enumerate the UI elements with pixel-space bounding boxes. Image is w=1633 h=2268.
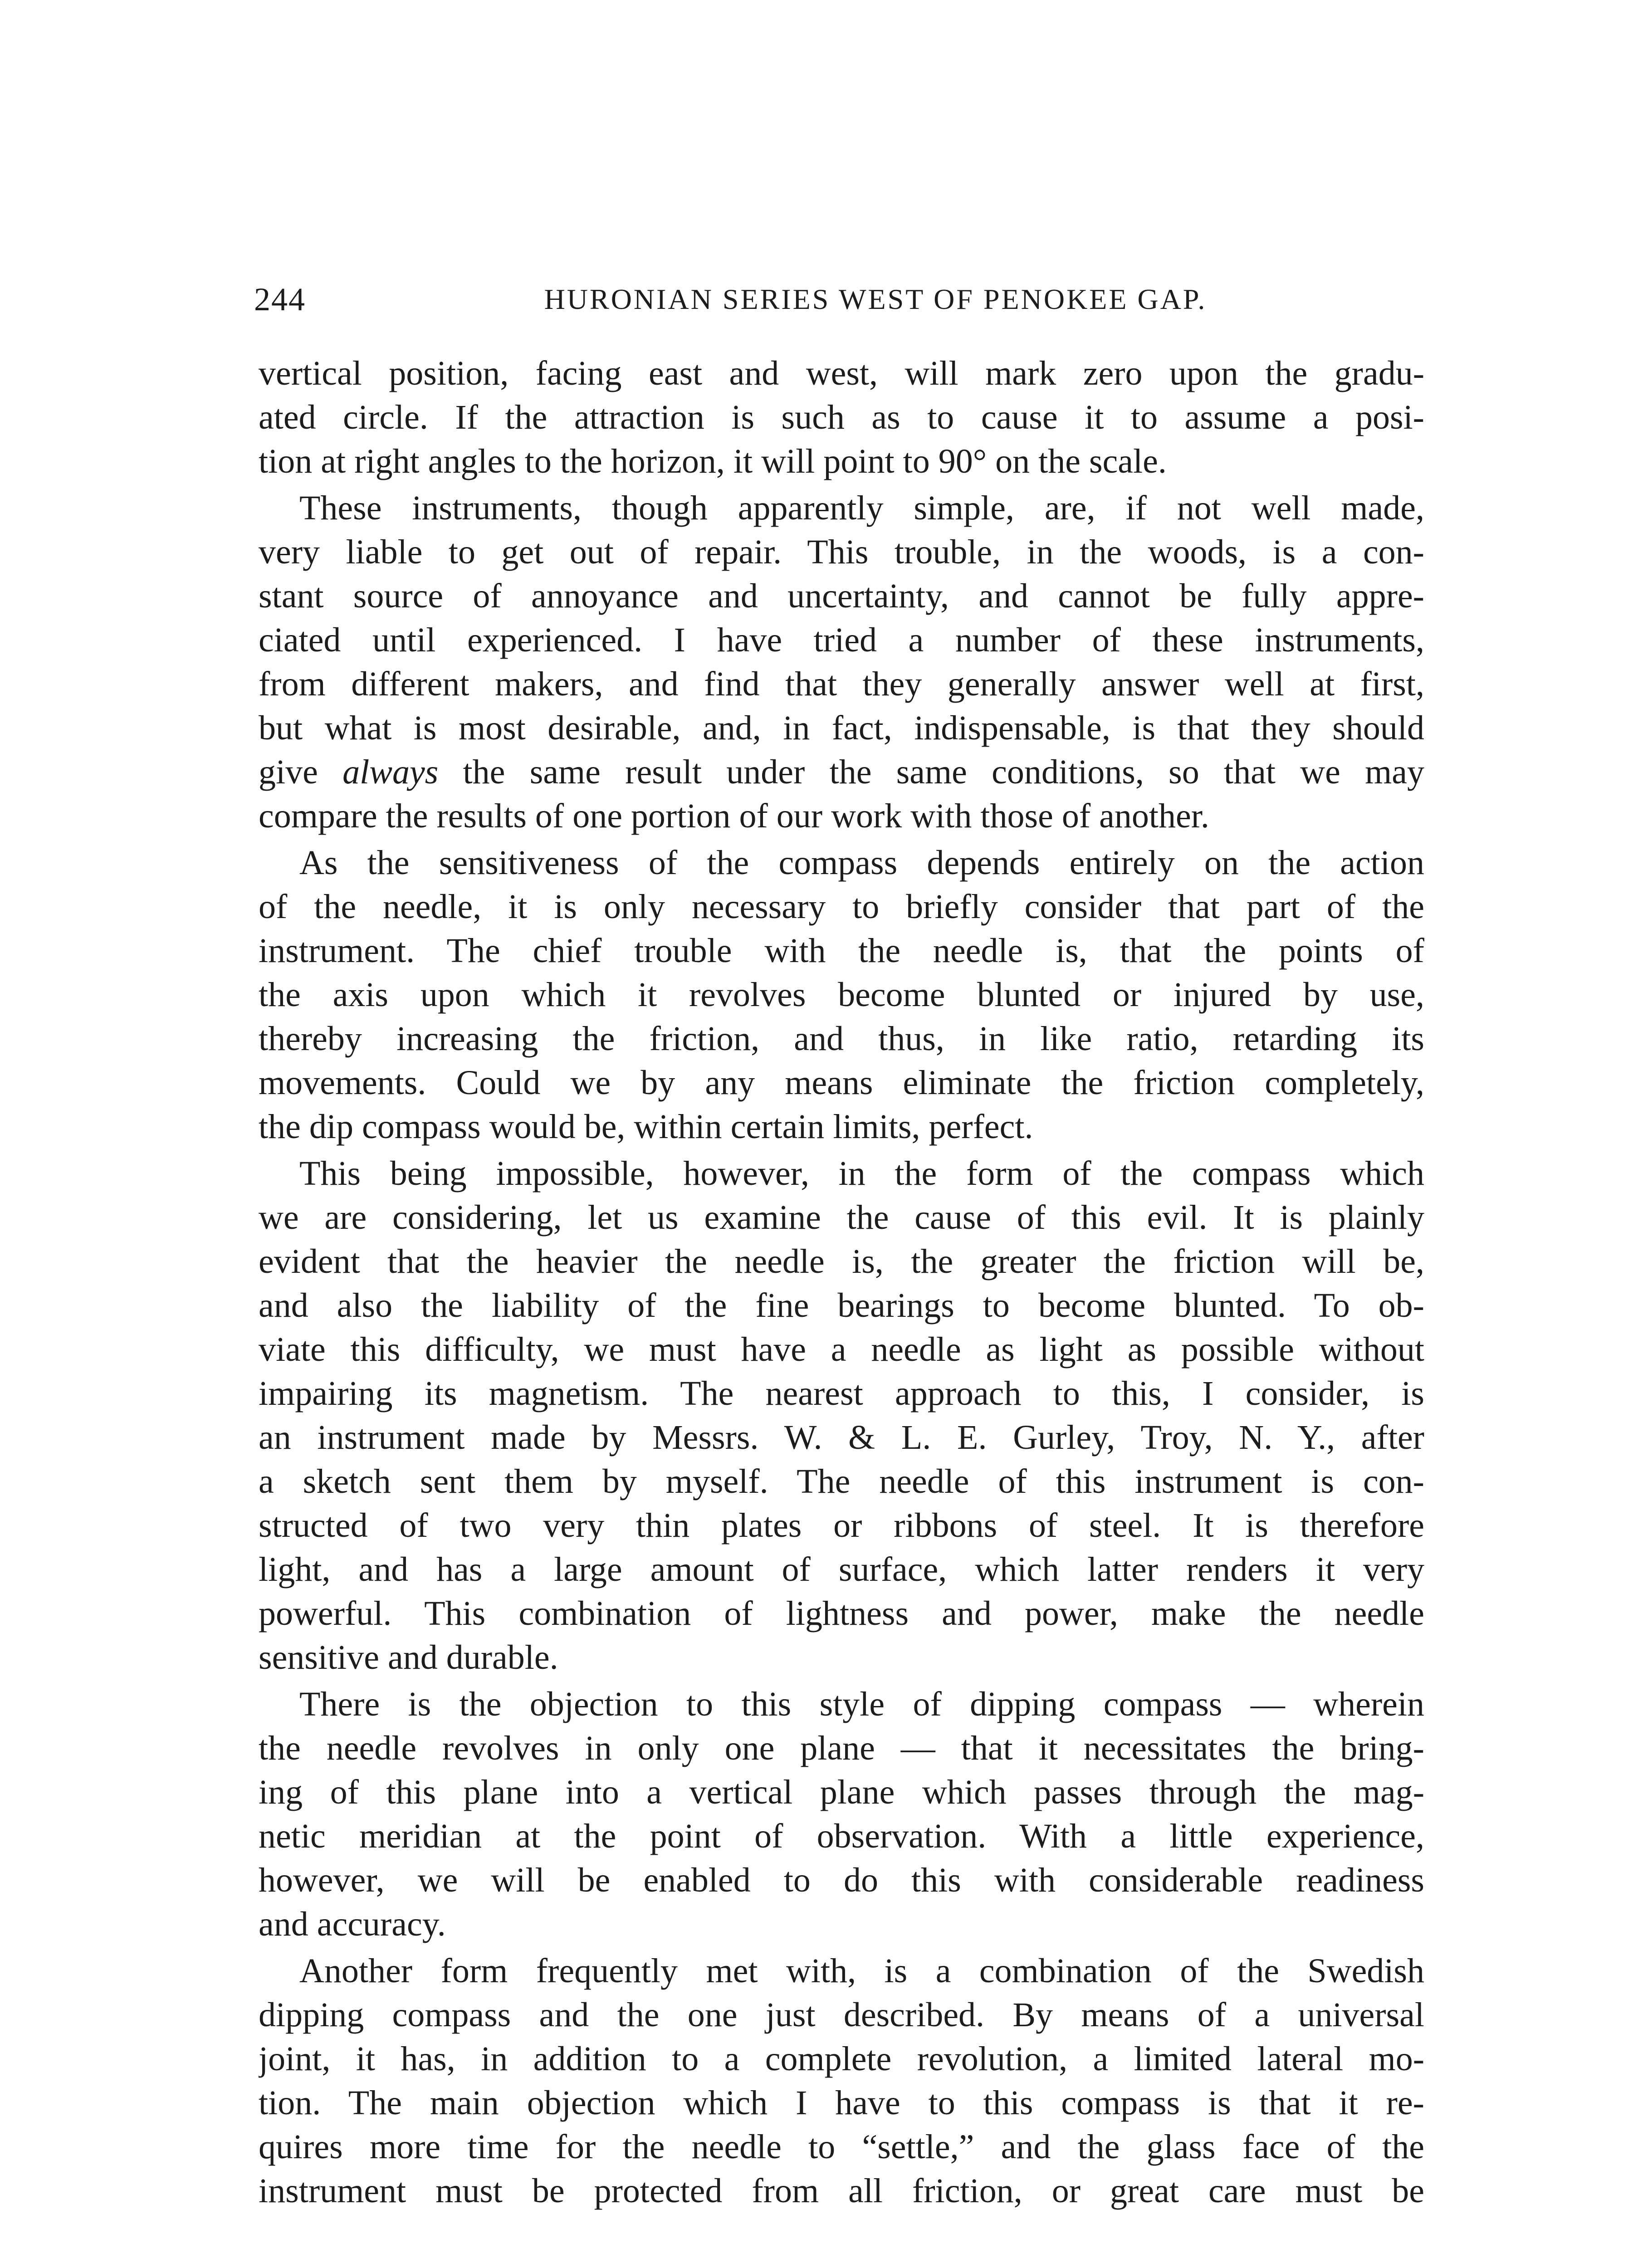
paragraph-1 <box>259 352 1424 484</box>
body-text <box>259 352 1424 2216</box>
text-line: light, and has a large amount of surface, which latter renders it very <box>259 1550 1424 1589</box>
text-line: joint, it has, in addition to a complete revolution, a limited lateral mo- <box>259 2040 1424 2078</box>
text-line: ing of this plane into a vertical plane which passes through the mag- <box>259 1773 1424 1811</box>
text-line: but what is most desirable, and, in fact, indispensable, is that they should <box>259 709 1424 747</box>
text-line: the dip compass would be, within certain limits, perfect. <box>259 1108 1033 1146</box>
text-line: dipping compass and the one just described. By means of a universal <box>259 1996 1424 2034</box>
text-line: of the needle, it is only necessary to briefly consider that part of the <box>259 888 1424 926</box>
running-head: HURONIAN SERIES WEST OF PENOKEE GAP. <box>544 283 1207 315</box>
text-line: viate this difficulty, we must have a needle as light as possible without <box>259 1330 1424 1369</box>
paragraph-5 <box>259 1682 1424 1946</box>
text-line: powerful. This combination of lightness and power, make the needle <box>259 1594 1424 1633</box>
text-line: ated circle. If the attraction is such as to cause it to assume a posi- <box>259 398 1424 436</box>
text-line: quires more time for the needle to “settle,” and the glass face of the <box>259 2128 1424 2166</box>
text-line: There is the objection to this style of dipping compass — wherein <box>299 1685 1424 1723</box>
text-line: This being impossible, however, in the form of the compass which <box>299 1154 1424 1193</box>
text-line: Another form frequently met with, is a combination of the Swedish <box>299 1952 1424 1990</box>
paragraph-3 <box>259 841 1424 1149</box>
text-line: and accuracy. <box>259 1905 446 1943</box>
text-line: compare the results of one portion of our work with those of another. <box>259 797 1209 835</box>
text-line: ciated until experienced. I have tried a number of these instruments, <box>259 621 1424 659</box>
text-fragment: the same result under the same conditions, so that we may <box>438 753 1424 791</box>
text-line: an instrument made by Messrs. W. & L. E. Gurley, Troy, N. Y., after <box>259 1418 1424 1457</box>
text-line: and also the liability of the fine bearings to become blunted. To ob- <box>259 1286 1424 1325</box>
text-line: however, we will be enabled to do this with considerable readiness <box>259 1861 1424 1899</box>
text-fragment: give <box>259 753 343 791</box>
text-line: vertical position, facing east and west, will mark zero upon the gradu- <box>259 354 1424 392</box>
text-line: we are considering, let us examine the cause of this evil. It is plainly <box>259 1198 1424 1237</box>
text-line: impairing its magnetism. The nearest approach to this, I consider, is <box>259 1374 1424 1413</box>
text-line: from different makers, and find that they generally answer well at first, <box>259 665 1424 703</box>
paragraph-4 <box>259 1152 1424 1680</box>
text-line-with-italic <box>259 750 1424 794</box>
text-line: These instruments, though apparently simple, are, if not well made, <box>299 489 1424 527</box>
page-header <box>254 272 1424 327</box>
text-line: tion. The main objection which I have to this compass is that it re- <box>259 2084 1424 2122</box>
text-line: sensitive and durable. <box>259 1638 558 1677</box>
text-line: movements. Could we by any means eliminate the friction completely, <box>259 1064 1424 1102</box>
text-line: evident that the heavier the needle is, the greater the friction will be, <box>259 1242 1424 1281</box>
text-line: instrument must be protected from all friction, or great care must be <box>259 2172 1424 2210</box>
text-line: instrument. The chief trouble with the needle is, that the points of <box>259 932 1424 970</box>
text-line: thereby increasing the friction, and thus, in like ratio, retarding its <box>259 1020 1424 1058</box>
text-line: structed of two very thin plates or ribbons of steel. It is therefore <box>259 1506 1424 1545</box>
page-number: 244 <box>254 281 306 318</box>
text-line: the axis upon which it revolves become blunted or injured by use, <box>259 976 1424 1014</box>
text-line: a sketch sent them by myself. The needle of this instrument is con- <box>259 1462 1424 1501</box>
paragraph-6 <box>259 1949 1424 2213</box>
text-line: very liable to get out of repair. This trouble, in the woods, is a con- <box>259 533 1424 571</box>
text-line: stant source of annoyance and uncertainty, and cannot be fully appre- <box>259 577 1424 615</box>
text-line: the needle revolves in only one plane — that it necessitates the bring- <box>259 1729 1424 1767</box>
text-line: tion at right angles to the horizon, it will point to 90° on the scale. <box>259 442 1167 480</box>
paragraph-2 <box>259 486 1424 838</box>
text-line: As the sensitiveness of the compass depends entirely on the action <box>299 844 1424 882</box>
text-line: netic meridian at the point of observation. With a little experience, <box>259 1817 1424 1855</box>
italic-word: always <box>342 753 439 791</box>
